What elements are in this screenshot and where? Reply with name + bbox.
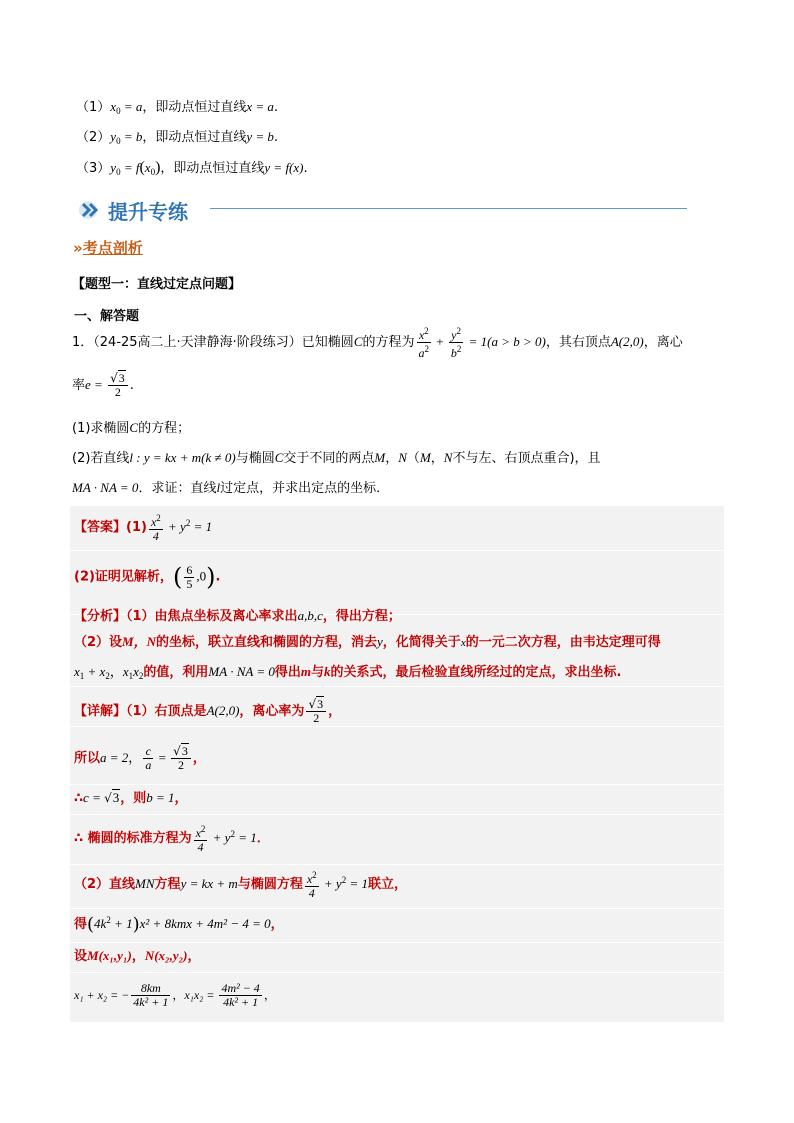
detail-line-2: 所以a = 2， $\frac{c}{a}$ = $\frac{√3}{2}$ ， <box>74 744 206 772</box>
question-sub-2-cont: MA · NA = 0．求证：直线l过定点，并求出定点的坐标． <box>72 480 390 496</box>
subsection-heading <box>73 237 143 258</box>
intro-line-2: $(2)y_0 = b$，即动点恒过直线y = b. <box>76 129 279 146</box>
type-heading: 【题型一：直线过定点问题】 <box>72 277 242 292</box>
detail-line-6: 得$(4k^2 + 1)x^2 + 8kmx + 4m^2 - 4 = 0$， <box>74 914 284 935</box>
detail-label: 【详解】 <box>74 704 127 719</box>
analysis-label: 【分析】 <box>74 609 127 624</box>
detail-line-1: 【详解】（1）右顶点是A(2,0)，离心率为 $\frac{√3}{2}$ ， <box>74 697 342 725</box>
detail-line-4: ∴ 椭圆的标准方程为 $\frac{x^2}{4}$ + $y^2 = 1$． <box>74 824 270 854</box>
answer-line-1: 【答案】(1) $\frac{x^2}{4}$ + $y^2 = 1$ <box>74 513 213 543</box>
intro-line-1: $(1)x_0 = a$，即动点恒过直线x = a. <box>76 99 279 116</box>
answer-line-2: (2)证明见解析，( $\frac{6}{5}$ ,0). <box>74 562 221 591</box>
analysis-line-2: （2）设M，N的坐标，联立直线和椭圆的方程，消去y，化简得关于x的一元二次方程，由韦达定理可得 <box>74 634 661 650</box>
intro-line-3: $(3)y_0 = f(x_0)$，即动点恒过直线y = f(x). <box>76 159 308 177</box>
answer-label: 【答案】 <box>74 520 127 535</box>
part-heading: 一、解答题 <box>74 309 140 324</box>
analysis-line-3: $x_1 + x_2$，$x_1x_2$的值，利用MA · NA = 0得出m与k的关系式，最后检验直线所经过的定点，求出坐标. <box>74 664 622 681</box>
question-sub-1: (1)求椭圆C的方程； <box>72 420 191 436</box>
question-line-2: 率e = $\frac{√3}{2}$ . <box>72 371 134 399</box>
section-title: 提升专练 <box>108 200 188 224</box>
question-sub-2: (2)若直线l : y = kx + m(k ≠ 0)与椭圆C交于不同的两点M，N（M，N不与左、右顶点重合)，且 <box>72 450 601 466</box>
subsection-marker-icon: » <box>73 239 83 257</box>
analysis-line-1: 【分析】（1）由焦点坐标及离心率求出a,b,c，得出方程； <box>74 608 401 624</box>
detail-line-8: x₁ + x₂ = − $\frac{8km}{\text{4k² + 1}}$ ，x₁x₂ = $\frac{\text{4m² − 4}}{\text{4k² + 1}}$ ， <box>74 981 276 1009</box>
detail-line-5: （2）直线MN方程y = kx + m与椭圆方程 $\frac{x^2}{4}$ + $y^2 = 1$联立， <box>74 870 407 900</box>
detail-line-3: ∴c = √3，则b = 1， <box>74 790 188 806</box>
double-chevron-icon <box>78 200 104 220</box>
detail-line-7: 设M(x₁,y₁)，N(x₂,y₂)， <box>74 948 201 964</box>
subsection-title: 考点剖析 <box>82 239 143 257</box>
section-divider <box>210 208 687 209</box>
question-line-1: 1．（24-25高二上·天津静海·阶段练习）已知椭圆C的方程为 $\frac{x^2}{a^2}$ + $\frac{y^2}{b^2}$ = 1(a > b > 0)，其右顶点A(2,0)，离心 <box>72 326 683 360</box>
